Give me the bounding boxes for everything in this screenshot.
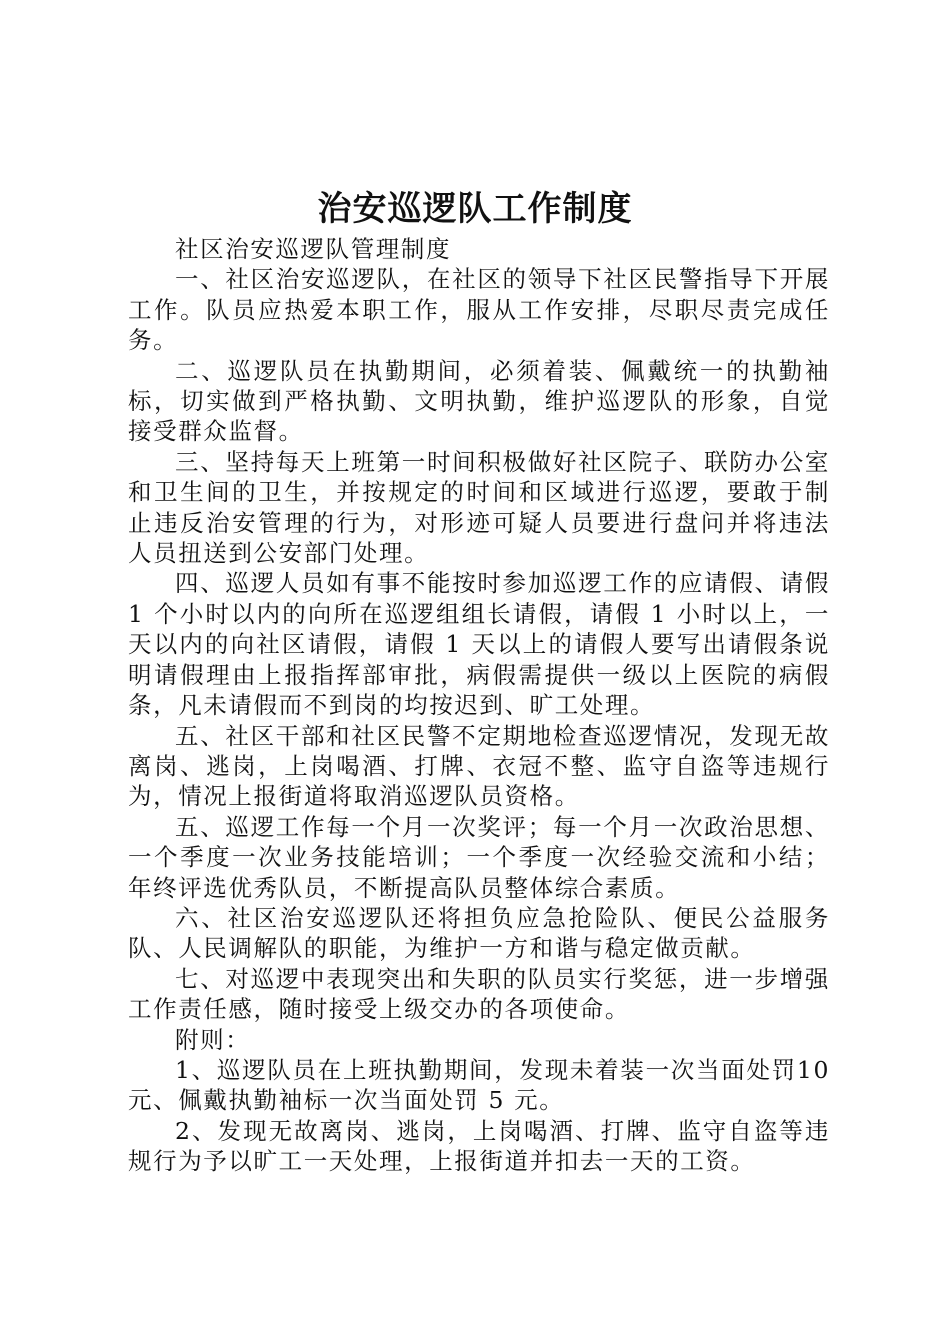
paragraph-rule-6: 六、社区治安巡逻队还将担负应急抢险队、便民公益服务队、人民调解队的职能，为维护一方和谐与稳定做贡献。 [128, 903, 830, 963]
document-body [128, 234, 830, 1177]
paragraph-rule-3: 三、坚持每天上班第一时间积极做好社区院子、联防办公室和卫生间的卫生，并按规定的时间和区域进行巡逻，要敢于制止违反治安管理的行为，对形迹可疑人员要进行盘问并将违法人员扭送到公安部门处理。 [128, 447, 830, 568]
section-heading: 社区治安巡逻队管理制度 [175, 235, 452, 263]
paragraph-rule-5b: 五、巡逻工作每一个月一次奖评；每一个月一次政治思想、一个季度一次业务技能培训；一个季度一次经验交流和小结；年终评选优秀队员，不断提高队员整体综合素质。 [128, 812, 830, 902]
document-title: 治安巡逻队工作制度 [317, 189, 633, 229]
paragraph-rule-1: 一、社区治安巡逻队，在社区的领导下社区民警指导下开展工作。队员应热爱本职工作，服从工作安排，尽职尽责完成任务。 [128, 265, 830, 355]
paragraph-rule-5: 五、社区干部和社区民警不定期地检查巡逻情况，发现无故离岗、逃岗，上岗喝酒、打牌、衣冠不整、监守自盗等违规行为，情况上报街道将取消巡逻队员资格。 [128, 721, 830, 811]
paragraph-rule-7: 七、对巡逻中表现突出和失职的队员实行奖惩，进一步增强工作责任感，随时接受上级交办的各项使命。 [128, 964, 830, 1024]
paragraph-rule-4: 四、巡逻人员如有事不能按时参加巡逻工作的应请假、请假 1 个小时以内的向所在巡逻组组长请假，请假 1 小时以上，一天以内的向社区请假，请假 1 天以上的请假人要写出请假条说明请假理由上报指挥部审批，病假需提供一级以上医院的病假条，凡未请假而不到岗的均按迟到、旷工处理。 [128, 569, 830, 720]
paragraph-rule-2: 二、巡逻队员在执勤期间，必须着装、佩戴统一的执勤袖标，切实做到严格执勤、文明执勤，维护巡逻队的形象，自觉接受群众监督。 [128, 356, 830, 446]
appendix-heading: 附则： [175, 1025, 251, 1054]
appendix-item-1: 1、巡逻队员在上班执勤期间，发现未着装一次当面处罚10 元、佩戴执勤袖标一次当面处罚 5 元。 [128, 1055, 830, 1115]
appendix-item-2: 2、发现无故离岗、逃岗，上岗喝酒、打牌、监守自盗等违规行为予以旷工一天处理，上报街道并扣去一天的工资。 [128, 1116, 830, 1176]
